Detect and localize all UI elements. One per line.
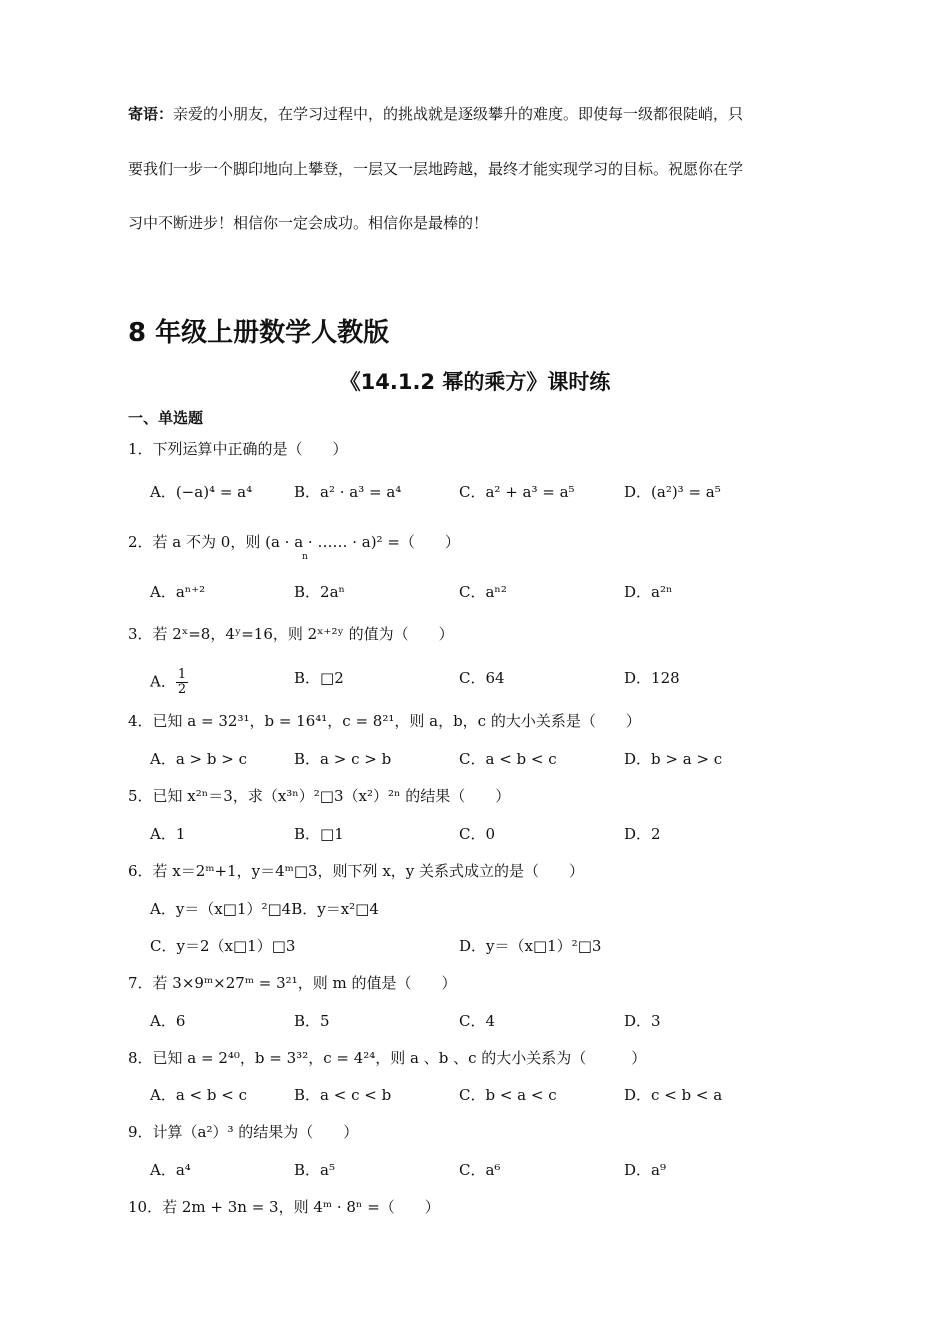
question-8-stem: 8．已知 a = 2⁴⁰，b = 3³²，c = 4²⁴，则 a 、b 、c 的大小关系为（ ） — [128, 1049, 647, 1067]
question-10-stem: 10．若 2m + 3n = 3，则 4ᵐ · 8ⁿ =（ ） — [128, 1198, 440, 1216]
option-a: A．(−a)⁴ = a⁴ — [150, 483, 253, 501]
option-b: B．5 — [294, 1012, 330, 1030]
option-b: B．□2 — [294, 669, 344, 687]
question-2-stem: 2．若 a 不为 0，则 (a · a · …… · a)² =（ ） — [128, 533, 460, 551]
option-d: D．3 — [624, 1012, 661, 1030]
option-a: A．6 — [150, 1012, 186, 1030]
option-b: B．a⁵ — [294, 1161, 335, 1179]
option-b: B．a < c < b — [294, 1086, 392, 1104]
option-c: C．0 — [459, 825, 496, 843]
option-d: D．c < b < a — [624, 1086, 723, 1104]
question-3-stem: 3．若 2ˣ=8，4ʸ=16，则 2ˣ⁺²ʸ 的值为（ ） — [128, 625, 454, 643]
option-c: C．4 — [459, 1012, 496, 1030]
option-a: A．aⁿ⁺² — [150, 583, 206, 601]
option-d: D．b > a > c — [624, 750, 723, 768]
intro-line-3: 习中不断进步！相信你一定会成功。相信你是最棒的！ — [128, 214, 489, 232]
option-a: A．a⁴ — [150, 1161, 191, 1179]
option-c: C．a⁶ — [459, 1161, 501, 1179]
question-6-stem: 6．若 x＝2ᵐ+1，y＝4ᵐ□3，则下列 x，y 关系式成立的是（ ） — [128, 862, 585, 880]
option-c: C．a² + a³ = a⁵ — [459, 483, 575, 501]
question-4-stem: 4．已知 a = 32³¹，b = 16⁴¹，c = 8²¹，则 a，b，c 的大小关系是（ ） — [128, 712, 641, 730]
question-5-stem: 5．已知 x²ⁿ＝3，求（x³ⁿ）²□3（x²）²ⁿ 的结果（ ） — [128, 787, 511, 805]
question-7-stem: 7．若 3×9ᵐ×27ᵐ = 3²¹，则 m 的值是（ ） — [128, 974, 457, 992]
section-heading: 一、单选题 — [128, 409, 204, 427]
option-d: D．128 — [624, 669, 680, 687]
option-d: D．a⁹ — [624, 1161, 666, 1179]
option-b: B．a > c > b — [294, 750, 392, 768]
option-b: B．a² · a³ = a⁴ — [294, 483, 402, 501]
option-a: A．1 — [150, 825, 186, 843]
option-d: D．2 — [624, 825, 661, 843]
option-a-b: A．y＝（x□1）²□4B．y＝x²□4 — [150, 900, 379, 918]
intro-line-2: 要我们一步一个脚印地向上攀登，一层又一层地跨越，最终才能实现学习的目标。祝愿你在学 — [128, 160, 744, 178]
option-d: D．a²ⁿ — [624, 583, 673, 601]
option-a: A．a > b > c — [150, 750, 247, 768]
option-c: C．64 — [459, 669, 505, 687]
question-1-stem: 1．下列运算中正确的是（ ） — [128, 440, 348, 458]
option-d: D．y＝（x□1）²□3 — [459, 937, 602, 955]
page-title: 8 年级上册数学人教版 — [128, 318, 390, 348]
option-d: D．(a²)³ = a⁵ — [624, 483, 721, 501]
option-c: C．y＝2（x□1）□3 — [150, 937, 296, 955]
option-a: A． $\frac{1}{2}$ — [150, 667, 187, 697]
option-c: C．aⁿ² — [459, 583, 507, 601]
option-b: B．2aⁿ — [294, 583, 345, 601]
fraction: $\frac{1}{2}$ — [177, 667, 187, 697]
intro-line-1: 寄语：亲爱的小朋友，在学习过程中，的挑战就是逐级攀升的难度。即使每一级都很陡峭，只 — [128, 105, 744, 123]
option-b: B．□1 — [294, 825, 344, 843]
question-9-stem: 9．计算（a²）³ 的结果为（ ） — [128, 1123, 359, 1141]
option-c: C．b < a < c — [459, 1086, 557, 1104]
brace-count-label: n — [302, 552, 308, 562]
option-a: A．a < b < c — [150, 1086, 247, 1104]
option-c: C．a < b < c — [459, 750, 557, 768]
intro-label: 寄语： — [128, 105, 174, 123]
lesson-subtitle: 《14.1.2 幂的乘方》课时练 — [339, 370, 611, 394]
